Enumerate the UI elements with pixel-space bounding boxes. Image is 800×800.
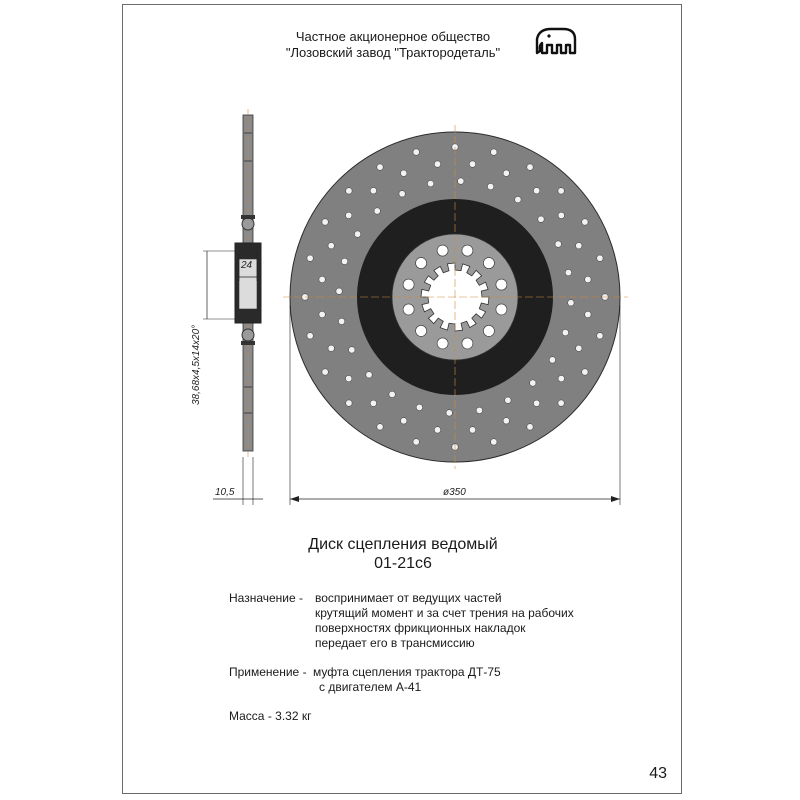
hub-hole bbox=[437, 245, 448, 256]
rivet-hole bbox=[555, 241, 561, 247]
rivet-hole bbox=[558, 375, 564, 381]
purpose-line1: воспринимает от ведущих частей bbox=[315, 591, 502, 605]
hub-hole bbox=[462, 245, 473, 256]
dim-thickness: 10,5 bbox=[215, 487, 235, 498]
rivet-hole bbox=[558, 188, 564, 194]
rivet-hole bbox=[527, 164, 533, 170]
hub-hole bbox=[403, 279, 414, 290]
rivet-hole bbox=[434, 427, 440, 433]
rivet-hole bbox=[413, 149, 419, 155]
rivet-hole bbox=[434, 161, 440, 167]
rivet-hole bbox=[533, 188, 539, 194]
dim-diameter: ø350 bbox=[443, 487, 466, 498]
rivet-hole bbox=[341, 258, 347, 264]
rivet-hole bbox=[307, 333, 313, 339]
rivet-hole bbox=[503, 170, 509, 176]
purpose-line4: передает его в трансмиссию bbox=[315, 636, 475, 650]
rivet-hole bbox=[527, 424, 533, 430]
rivet-hole bbox=[538, 216, 544, 222]
part-title bbox=[123, 535, 683, 573]
rivet-hole bbox=[558, 212, 564, 218]
rivet-hole bbox=[346, 188, 352, 194]
hub-hole bbox=[483, 258, 494, 269]
rivet-hole bbox=[336, 288, 342, 294]
rivet-hole bbox=[558, 400, 564, 406]
application-line2: с двигателем А-41 bbox=[319, 680, 422, 694]
rivet-hole bbox=[503, 418, 509, 424]
rivet-hole bbox=[366, 372, 372, 378]
rivet-hole bbox=[328, 243, 334, 249]
rivet-hole bbox=[458, 178, 464, 184]
rivet-hole bbox=[533, 400, 539, 406]
hub-hole bbox=[483, 325, 494, 336]
page-number: 43 bbox=[649, 765, 667, 782]
hub-hole bbox=[416, 325, 427, 336]
hub-hole bbox=[462, 338, 473, 349]
part-code: 01-21с6 bbox=[374, 555, 432, 572]
rivet-hole bbox=[469, 161, 475, 167]
rivet-hole bbox=[515, 196, 521, 202]
rivet-hole bbox=[549, 357, 555, 363]
rivet-hole bbox=[491, 439, 497, 445]
front-view bbox=[283, 125, 628, 505]
rivet-hole bbox=[562, 329, 568, 335]
rivet-hole bbox=[370, 400, 376, 406]
rivet-hole bbox=[346, 400, 352, 406]
rivet-hole bbox=[576, 345, 582, 351]
hub-hole bbox=[496, 279, 507, 290]
rivet-hole bbox=[476, 407, 482, 413]
rivet-hole bbox=[370, 188, 376, 194]
document-page bbox=[122, 4, 682, 794]
rivet-hole bbox=[322, 369, 328, 375]
rivet-hole bbox=[491, 149, 497, 155]
rivet-hole bbox=[349, 347, 355, 353]
rivet-hole bbox=[319, 276, 325, 282]
part-name: Диск сцепления ведомый bbox=[308, 536, 498, 553]
rivet-hole bbox=[416, 404, 422, 410]
hub-hole bbox=[437, 338, 448, 349]
dim-spline: 38,68x4,5x14x20° bbox=[191, 324, 202, 405]
rivet-hole bbox=[427, 180, 433, 186]
rivet-hole bbox=[401, 418, 407, 424]
rivet-hole bbox=[346, 375, 352, 381]
mass-value: Масса - 3.32 кг bbox=[229, 709, 312, 723]
rivet-hole bbox=[307, 255, 313, 261]
hub-hole bbox=[416, 258, 427, 269]
rivet-hole bbox=[338, 318, 344, 324]
hub-hole bbox=[403, 304, 414, 315]
rivet-hole bbox=[322, 219, 328, 225]
rivet-hole bbox=[530, 380, 536, 386]
rivet-hole bbox=[582, 219, 588, 225]
rivet-hole bbox=[319, 311, 325, 317]
application-line1: муфта сцепления трактора ДТ-75 bbox=[313, 665, 501, 679]
rivet-hole bbox=[389, 391, 395, 397]
rivet-hole bbox=[487, 183, 493, 189]
disc-drawing bbox=[123, 5, 683, 525]
rivet-hole bbox=[354, 231, 360, 237]
purpose-line3: поверхностях фрикционных накладок bbox=[315, 621, 526, 635]
rivet-hole bbox=[568, 300, 574, 306]
hub-hole bbox=[496, 304, 507, 315]
rivet-hole bbox=[446, 410, 452, 416]
rivet-hole bbox=[469, 427, 475, 433]
rivet-hole bbox=[582, 369, 588, 375]
application-label: Применение - bbox=[229, 665, 307, 679]
rivet-hole bbox=[374, 208, 380, 214]
rivet-hole bbox=[399, 191, 405, 197]
rivet-hole bbox=[401, 170, 407, 176]
purpose-label: Назначение - bbox=[229, 591, 304, 605]
dim-hub-width: 24 bbox=[241, 260, 253, 271]
side-view bbox=[191, 109, 263, 505]
rivet-hole bbox=[377, 424, 383, 430]
rivet-hole bbox=[505, 397, 511, 403]
company-name-line2: "Лозовский завод "Трактородеталь" bbox=[285, 45, 501, 60]
rivet-hole bbox=[346, 212, 352, 218]
rivet-hole bbox=[565, 269, 571, 275]
rivet-hole bbox=[585, 311, 591, 317]
rivet-hole bbox=[585, 276, 591, 282]
rivet-hole bbox=[576, 243, 582, 249]
company-name-line1: Частное акционерное общество bbox=[295, 29, 491, 44]
rivet-hole bbox=[597, 255, 603, 261]
rivet-hole bbox=[328, 345, 334, 351]
purpose-line2: крутящий момент и за счет трения на рабочих bbox=[315, 606, 574, 620]
rivet-hole bbox=[597, 333, 603, 339]
rivet-hole bbox=[413, 439, 419, 445]
rivet-hole bbox=[377, 164, 383, 170]
